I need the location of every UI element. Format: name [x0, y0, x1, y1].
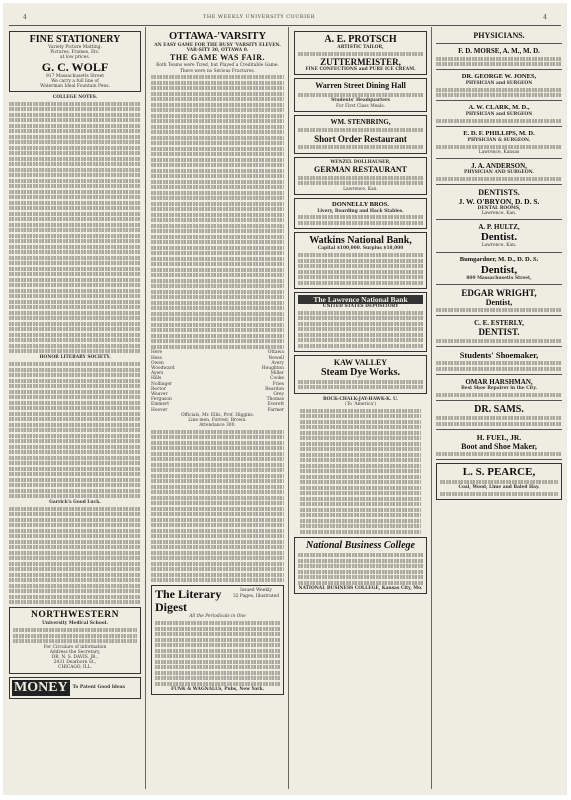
ad-name: Bumgardner, M. D., D. D. S. — [459, 255, 539, 263]
ad-line: Variety Picture Matting. — [48, 45, 102, 50]
section-heading: DENTISTS. — [478, 188, 520, 198]
ad-name: OMAR HARSHMAN, — [465, 377, 533, 386]
player: Newell — [268, 355, 284, 361]
section-heading: Garrick's Good Luck. — [49, 500, 101, 506]
ad-headline: DR. SAMS. — [474, 403, 524, 415]
lineup-table — [151, 350, 284, 412]
ad-name: A. P. HULTZ, — [478, 223, 520, 232]
ad-line: PHYSICIAN and SURGEON — [465, 112, 533, 118]
player: Houghton — [261, 365, 284, 371]
ad-line: University Medical School. — [42, 621, 108, 627]
ad-name: L. S. PEARCE, — [462, 466, 536, 479]
national-business-college-ad — [294, 537, 427, 595]
player: Ferguson — [151, 397, 172, 403]
ad-name: C. E. ESTERLY, — [474, 319, 524, 328]
ad-name: E. D. F. PHILLIPS, M. D. — [463, 129, 535, 137]
ad-headline: Short Order Restaurant — [314, 133, 407, 144]
player: Reardon — [265, 386, 284, 392]
ad-headline: ZUTTERMEISTER, — [320, 57, 401, 68]
ad-line: Best Shoe Repairer in the City. — [461, 385, 537, 391]
column-2 — [151, 31, 284, 698]
ad-headline: A. E. PROTSCH — [324, 34, 397, 45]
article-text — [9, 102, 141, 354]
ad-line: For First Class Meals. — [336, 103, 385, 109]
player: Fries — [272, 381, 284, 387]
ad-name: DR. GEORGE W. JONES, — [461, 73, 537, 80]
literary-digest-ad — [151, 585, 284, 695]
player: Avery — [271, 360, 284, 366]
ad-name: WM. STENBRING, — [330, 117, 391, 126]
ad-headline: Dentist, — [480, 263, 518, 276]
ad-headline: Digest — [155, 600, 187, 615]
protsch-ad — [294, 31, 427, 75]
ad-line: Pictures, Frames, Etc. — [50, 50, 100, 56]
column-4 — [436, 31, 562, 503]
ad-line: FINE CONFECTIONS and PURE ICE CREAM. — [305, 67, 416, 73]
lineup-header: Here — [151, 350, 163, 356]
ad-headline: Boot and Shoe Maker, — [461, 441, 537, 451]
article-headline: OTTAWA-'VARSITY — [168, 31, 267, 42]
ad-headline: GERMAN RESTAURANT — [314, 165, 407, 175]
ad-line: Coal, Wood, Lime and Baled Hay. — [458, 485, 540, 491]
lineup-header: Ottawa — [267, 350, 284, 356]
ad-headline: The Lawrence National Bank — [298, 295, 423, 304]
kaw-valley-ad — [294, 355, 427, 394]
ad-name: A. W. CLARK, M. D., — [468, 104, 530, 112]
ad-headline: Dentist. — [480, 231, 518, 244]
player: Owen — [151, 360, 164, 366]
ad-line: 809 Massachusetts Street, — [466, 275, 532, 281]
column-3 — [294, 31, 427, 597]
ad-headline: DENTIST. — [478, 327, 520, 338]
player: Hills — [151, 376, 162, 382]
section-heading: HONOR LITERARY SOCIETY. — [39, 355, 111, 361]
officials-line: Line men, Forrest, Brown. — [188, 417, 247, 423]
ad-line: All the Periodicals in One — [189, 614, 246, 620]
article-subhead: Both Teams were Tired, but Played a Creditable Game. There were no Serious Fractures. — [156, 63, 279, 74]
watkins-bank-ad — [294, 232, 427, 289]
player: Grey — [273, 391, 284, 397]
pearce-ad — [436, 463, 562, 500]
ad-headline: Dentist, — [485, 297, 513, 307]
ad-line: We carry a full line of — [51, 78, 99, 84]
donnelly-ad — [294, 198, 427, 230]
page-number-left: 4 — [23, 14, 27, 21]
player: Weaver — [151, 391, 168, 397]
officials-line: Officials, Mr. Ellis, Prof. Higgins. — [180, 412, 255, 418]
article-text — [9, 507, 141, 605]
ad-line: NATIONAL BUSINESS COLLEGE, Kansas City, Mo. — [298, 586, 423, 592]
fine-stationery-ad — [9, 31, 141, 92]
ad-line: FUNK & WAGNALLS, Pubs, New York. — [170, 687, 265, 693]
ad-line: 917 Massachusetts Street — [46, 73, 104, 79]
ad-line: 32 Pages, Illustrated — [232, 593, 280, 599]
player: Thomas — [266, 397, 284, 403]
ad-headline: The Literary — [155, 587, 222, 602]
article-subhead: AN EASY GAME FOR THE BUSY 'VARSITY ELEVEN. VAR-SITY 30, OTTAWA 0. — [154, 43, 281, 54]
ad-line: ARTISTIC TAILOR, — [337, 45, 384, 50]
ad-line: To Patent Good Ideas — [72, 684, 125, 690]
ad-headline: Students' Shoemaker, — [459, 349, 539, 360]
ad-line: Livery, Boarding and Hack Stables. — [317, 208, 404, 214]
column-1 — [9, 31, 141, 702]
ad-name: DONNELLY BROS. — [332, 200, 389, 208]
ad-name: J. A. ANDERSON, — [471, 162, 527, 171]
ad-line: PHYSICIAN and SURGEON — [465, 81, 533, 86]
ad-name: KAW VALLEY — [333, 358, 388, 368]
ad-line: Capital $100,000. Surplus $18,000 — [317, 246, 404, 252]
ad-line: Lawrence, Kan. — [481, 243, 517, 249]
officials-line: Attendance 300. — [199, 423, 236, 429]
section-heading: PHYSICIANS. — [473, 31, 525, 40]
player: Emmert — [151, 402, 169, 408]
poem-title: ROCK-CHALK-JAY-HAWK-K. U. — [323, 396, 398, 402]
ad-line: DR. N. S. DAVIS, JR., — [51, 654, 99, 660]
ad-headline: Watkins National Bank, — [309, 235, 412, 247]
newspaper-page — [3, 3, 567, 795]
stenbring-ad — [294, 115, 427, 154]
masthead-title: THE WEEKLY UNIVERSITY COURIER — [203, 14, 316, 20]
ad-line: PHYSICIAN AND SURGEON. — [464, 170, 534, 176]
ad-line: Lawrence, Kan. — [343, 186, 378, 192]
ad-line: UNITED STATES DEPOSITORY — [322, 304, 399, 310]
ad-name: J. W. O'BRYON, D. D. S. — [458, 197, 540, 207]
ad-line: Issued Weekly — [240, 588, 272, 594]
ad-name: G. C. WOLF — [41, 59, 109, 74]
ad-headline: MONEY — [14, 679, 68, 695]
northwestern-ad — [9, 607, 141, 673]
ad-name: H. FUEL, JR. — [476, 432, 522, 442]
player: Cooke — [270, 376, 284, 382]
ad-line: Waterman Ideal Fountain Pens. — [40, 84, 110, 90]
player: Everett — [267, 402, 284, 408]
player: Nollinger — [151, 381, 173, 387]
player: Farmer — [267, 407, 284, 413]
ad-line: PHYSICIAN & SURGEON. — [467, 137, 531, 143]
player: Hess — [151, 355, 162, 361]
ad-headline: Steam Dye Works. — [321, 367, 400, 379]
warren-ad — [294, 78, 427, 111]
player: Hoover — [151, 407, 168, 413]
money-ad — [9, 677, 141, 699]
player: Rector — [151, 386, 166, 392]
article-subhead: THE GAME WAS FAIR. — [170, 53, 265, 63]
article-text — [9, 362, 141, 498]
poem-text — [294, 409, 427, 534]
player: Miller — [270, 371, 284, 377]
ad-line: Students' Headquarters — [331, 98, 390, 104]
ad-headline: FINE STATIONERY — [29, 34, 121, 45]
article-text — [151, 75, 284, 349]
ad-headline: NORTHWESTERN — [30, 610, 120, 621]
lawrence-bank-ad — [294, 292, 427, 352]
ad-line: WENZEL DOLLHAUSER, — [330, 159, 391, 165]
page-number-right: 4 — [543, 14, 547, 21]
ad-name: F. D. MORSE, A. M., M. D. — [458, 47, 540, 55]
poem-subtitle: (To 'America') — [345, 402, 376, 408]
ad-line: DENTAL ROOMS, — [477, 206, 521, 212]
player: Ayers — [151, 371, 164, 377]
ad-name: EDGAR WRIGHT, — [461, 287, 537, 298]
article-text — [151, 430, 284, 583]
ad-line: 2431 Dearborn St., — [53, 660, 97, 666]
ad-line: Lawrence, Kan. — [481, 211, 517, 217]
ad-line: Lawrence, Kansas — [478, 150, 520, 156]
ad-headline: Warren Street Dining Hall — [315, 81, 406, 91]
ad-line: at low prices. — [60, 55, 90, 61]
ad-line: CHICAGO, ILL. — [57, 665, 93, 671]
section-heading: COLLEGE NOTES. — [52, 95, 98, 101]
ad-headline: National Business College — [306, 539, 415, 551]
wenzel-ad — [294, 157, 427, 195]
player: Woodward — [151, 365, 175, 371]
ad-line: For Circulars of information — [43, 644, 107, 650]
ad-line: Address the Secretary, — [49, 649, 101, 655]
